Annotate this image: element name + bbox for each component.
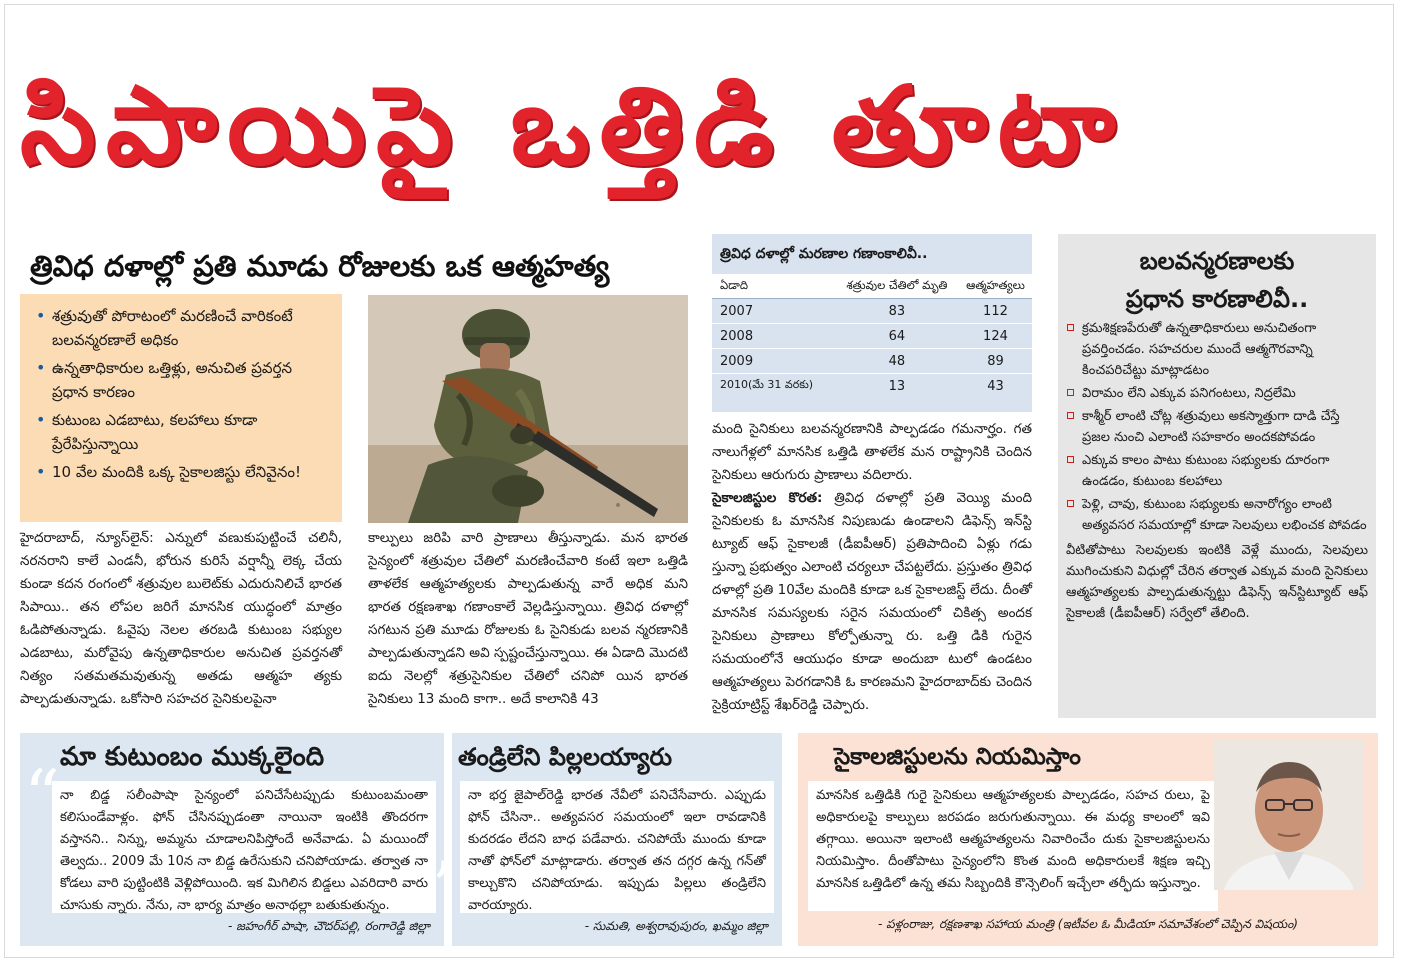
article-column-2 (368, 527, 688, 717)
article-paragraph (712, 487, 1032, 717)
widow-story-credit: - సుమతి, అశ్వరావుపురం, ఖమ్మం జిల్లా (584, 919, 768, 933)
table-header-row (712, 274, 1032, 299)
widow-story-box (418, 733, 782, 946)
reasons-title-line-2: ప్రధాన కారణాలివీ.. (1125, 285, 1309, 313)
reasons-list (1066, 318, 1368, 536)
table-cell: 43 (959, 374, 1032, 399)
highlight-item: • కుటుంబ ఎడబాటు, కలహాలు కూడా ప్రేరేపిస్తున్నాయి (36, 408, 332, 456)
table-cell: 48 (835, 349, 959, 374)
section-lead: సైకాలజిస్టుల కొరత: (712, 490, 823, 506)
reason-item: విరామం లేని ఎక్కువ పనిగంటలు, నిద్రలేమి (1066, 383, 1368, 404)
minister-quote-title: సైకాలజిస్టులను నియమిస్తాం (834, 744, 1081, 770)
reason-item: క్రమశిక్షణపేరుతో ఉన్నతాధికారులు అనుచితంగా ప్రవర్తించడం. సహచరుల ముందే ఆత్మగౌరవాన్ని కించపరిచేట్టు మాట్లాడటం (1066, 318, 1368, 381)
reasons-summary: వీటితోపాటు సెలవులకు ఇంటికి వెళ్లే ముందు, సెలవులు ముగించుకుని విధుల్లో చేరిన తర్వాత ఎక్కువ మంది సైనికులు ఆత్మహత్యలకు పాల్పడుతున్నట్టు డిఫెన్స్ ఇన్‌స్టిట్యూట్ ఆఫ్ సైకాలజీ (డీఐపీఆర్) సర్వేలో తేలింది. (1066, 543, 1369, 621)
family-story-title: మా కుటుంబం ముక్కలైంది (60, 742, 325, 772)
quote-close-icon: ” (418, 847, 454, 929)
widow-story-title: తండ్రిలేని పిల్లలయ్యారు (458, 743, 673, 771)
minister-quote-body: మానసిక ఒత్తిడికి గురై సైనికులు ఆత్మహత్యలకు పాల్పడడం, సహచ రులు, పై అధికారులపై కాల్పులు జరపడం జరుగుతున్నాయి. ఈ మధ్య కాలంలో ఇవి తగ్గాయి. అయినా ఇలాంటి ఆత్మహత్యలను నివారించేం దుకు సైకాలజిస్టులను నియమిస్తాం. దీంతోపాటు సైన్యంలోని కొంత మంది అధికారులకే శిక్షణ ఇచ్చి మానసిక ఒత్తిడిలో ఉన్న తమ సిబ్బందికి కౌన్సెలింగ్ ఇచ్చేలా తర్ఫీదు ఇస్తున్నాం. (808, 781, 1218, 911)
table-cell: 112 (959, 299, 1032, 324)
article-text: హైదరాబాద్, న్యూస్‌లైన్: ఎన్నులో వణుకుపుట్టించే చలినీ, నరనరాని కాలే ఎండనీ, భోరున కురిసే వర్షాన్నీ లెక్క చేయ కుండా కదన రంగంలో శత్రువుల బులెట్‌కు ఎదురునిలిచే భారత సిపాయి.. తన లోపల జరిగే మానసిక యుద్ధంలో మాత్రం ఓడిపోతున్నాడు. ఓవైపు నెలల తరబడి కుటుంబ సభ్యుల ఎడబాటు, మరోవైపు ఉన్నతాధికారుల అనుచిత ప్రవర్తనతో నిత్యం సతమతమవుతున్న అతడు ఆత్మహ త్యకు పాల్పడుతున్నాడు. ఒకోసారి సహచర సైనికులపైనా (20, 530, 342, 707)
quote-open-icon: “ (24, 755, 60, 837)
highlights-list (30, 304, 332, 484)
soldier-photo (368, 295, 688, 523)
highlight-item: • శత్రువుతో పోరాటంలో మరణించే వారికంటే బలవన్మరణాలే అధికం (36, 304, 332, 352)
family-story-body: నా బిడ్డ సలీంపాషా సైన్యంలో పనిచేసేటప్పుడు కుటుంబమంతా కలిసుండేవాళ్లం. ఫోన్ చేసినప్పుడంతా నాయినా ఇంటికి తొందరగా వస్తానని.. నిన్ను, అమ్మను చూడాలనిపిస్తోందే అనేవాడు. ఏ మయిందో తెల్వదు.. 2009 మే 10న నా బిడ్డ ఉరేసుకుని చనిపోయాడు. తర్వాత నా కోడలు వారి పుట్టింటికి వెళ్లిపోయింది. ఇక మిగిలిన బిడ్డలు ఎవరిదారి వారు చూసుకు న్నారు. నేను, నా భార్య మాత్రం అనాథల్లా బతుకుతున్నం. (52, 781, 436, 913)
reason-item: కాశ్మీర్ లాంటి చోట్ల శత్రువులు అకస్మాత్తుగా దాడి చేస్తే ప్రజల నుంచి ఎలాంటి సహకారం అందకపోవడం (1066, 406, 1368, 448)
article-column-3 (712, 418, 1032, 718)
article-text: మంది సైనికులు బలవన్మరణానికి పాల్పడడం గమనార్హం. గత నాలుగేళ్లలో మానసిక ఒత్తిడి తాళలేక మన రాష్ట్రానికి చెందిన సైనికులు ఆరుగురు ప్రాణాలు వదిలారు. (712, 421, 1032, 483)
soldier-illustration (368, 295, 688, 523)
reason-item: పెళ్లి, చావు, కుటుంబ సభ్యులకు అనారోగ్యం లాంటి అత్యవసర సమయాల్లో కూడా సెలవులు లభించక పోవడం (1066, 494, 1368, 536)
reason-item: ఎక్కువ కాలం పాటు కుటుంబ సభ్యులకు దూరంగా ఉండడం, కుటుంబ కలహాలు (1066, 450, 1368, 492)
table-header: శత్రువుల చేతిలో మృతి (835, 274, 959, 299)
table-row (712, 349, 1032, 374)
table-cell: 124 (959, 324, 1032, 349)
highlight-item: • ఉన్నతాధికారుల ఒత్తిళ్లు, అనుచిత ప్రవర్తన ప్రధాన కారణం (36, 356, 332, 404)
article-text: త్రివిధ దళాల్లో ప్రతి వెయ్యి మంది సైనికులకు ఓ మానసిక నిపుణుడు ఉండాలని డిఫెన్స్ ఇన్‌స్టి ట్యూట్ ఆఫ్ సైకాలజీ (డీఐపీఆర్) ప్రతిపాదించి ఏళ్లు గడు స్తున్నా ప్రభుత్వం ఎలాంటి చర్యలూ చేపట్టలేదు. ప్రస్తుతం త్రివిధ దళాల్లో ప్రతి 10వేల మందికి కూడా ఒక సైకాలజిస్ట్ లేదు. దీంతో మానసిక సమస్యలకు సరైన సమయంలో చికిత్స అందక సైనికులు ప్రాణాలు కోల్పోతున్నా రు. ఒత్తి డికి గురైన సమయంలోనే ఆయుధం కూడా అందుబా టులో ఉండటం ఆత్మహత్యలు పెరగడానికి ఓ కారణమని హైదరాబాద్‌కు చెందిన సైక్రియాట్రిస్ట్ శేఖర్‌రెడ్డి చెప్పారు. (712, 490, 1032, 713)
reasons-title-line-1: బలవన్మరణాలకు (1139, 247, 1295, 275)
table-cell: 89 (959, 349, 1032, 374)
table-row (712, 374, 1032, 399)
table-cell: 64 (835, 324, 959, 349)
table-row (712, 324, 1032, 349)
main-headline: సిపాయిపై ఒత్తిడి తూటా (20, 64, 1126, 189)
death-stats-table (712, 274, 1032, 398)
article-text: కాల్పులు జరిపి వారి ప్రాణాలు తీస్తున్నాడు. మన భారత సైన్యంలో శత్రువుల చేతిలో మరణించేవారి కంటే ఇలా ఒత్తిడి తాళలేక ఆత్మహత్యలకు పాల్పడుతున్న వారే అధిక మని భారత రక్షణశాఖ గణాంకాలే వెల్లడిస్తున్నాయి. త్రివిధ దళాల్లో సగటున ప్రతి మూడు రోజులకు ఓ సైనికుడు బలవ న్మరణానికి పాల్పడుతున్నాడని అవి స్పష్టంచేస్తున్నాయి. ఈ ఏడాది మొదటి ఐదు నెలల్లో శత్రుసైనికుల చేతిలో చనిపో యిన భారత సైనికులు 13 మంది కాగా.. అదే కాలానికి 43 (368, 530, 688, 707)
reasons-title (1066, 234, 1368, 318)
family-story-credit: - జహంగీర్ పాషా, చౌదర్‌పల్లి, రంగారెడ్డి జిల్లా (228, 919, 430, 933)
table-cell: 2007 (712, 299, 835, 324)
widow-story-body: నా భర్త జైపాల్‌రెడ్డి భారత నేవీలో పనిచేసేవారు. ఎప్పుడు ఫోన్ చేసినా.. అత్యవసర సమయంలో ఇలా రావడానికి కుదరడం లేదని బాధ పడేవారు. చనిపోయే ముందు కూడా నాతో ఫోన్‌లో మాట్లాడారు. తర్వాత తన దగ్గర ఉన్న గన్‌తో కాల్చుకొని చనిపోయాడు. ఇప్పుడు పిల్లలు తండ్రిలేని వారయ్యారు. (460, 781, 774, 913)
highlights-box (20, 294, 342, 522)
table-cell: 2009 (712, 349, 835, 374)
table-cell: 2010(మే 31 వరకు) (712, 374, 835, 399)
table-cell: 2008 (712, 324, 835, 349)
table-cell: 13 (835, 374, 959, 399)
reasons-box (1058, 234, 1376, 718)
table-header: ఆత్మహత్యలు (959, 274, 1032, 299)
death-stats-table-box (712, 234, 1032, 412)
article-column-1 (20, 527, 342, 717)
table-header: ఏడాది (712, 274, 835, 299)
minister-quote-credit: - పళ్లంరాజు, రక్షణశాఖ సహాయ మంత్రి (ఇటీవల ఓ మీడియా సమావేశంలో చెప్పిన విషయం) (878, 917, 1298, 931)
minister-portrait (1214, 740, 1364, 890)
portrait-illustration (1214, 740, 1364, 890)
table-row (712, 299, 1032, 324)
table-title: త్రివిధ దళాల్లో మరణాల గణాంకాలివీ.. (720, 246, 928, 262)
highlight-item: • 10 వేల మందికి ఒక్క సైకాలజిస్టు లేనివైనం! (36, 460, 332, 484)
family-story-box (20, 733, 444, 946)
sub-headline: త్రివిధ దళాల్లో ప్రతి మూడు రోజులకు ఒక ఆత్మహత్య (30, 249, 610, 283)
table-cell: 83 (835, 299, 959, 324)
